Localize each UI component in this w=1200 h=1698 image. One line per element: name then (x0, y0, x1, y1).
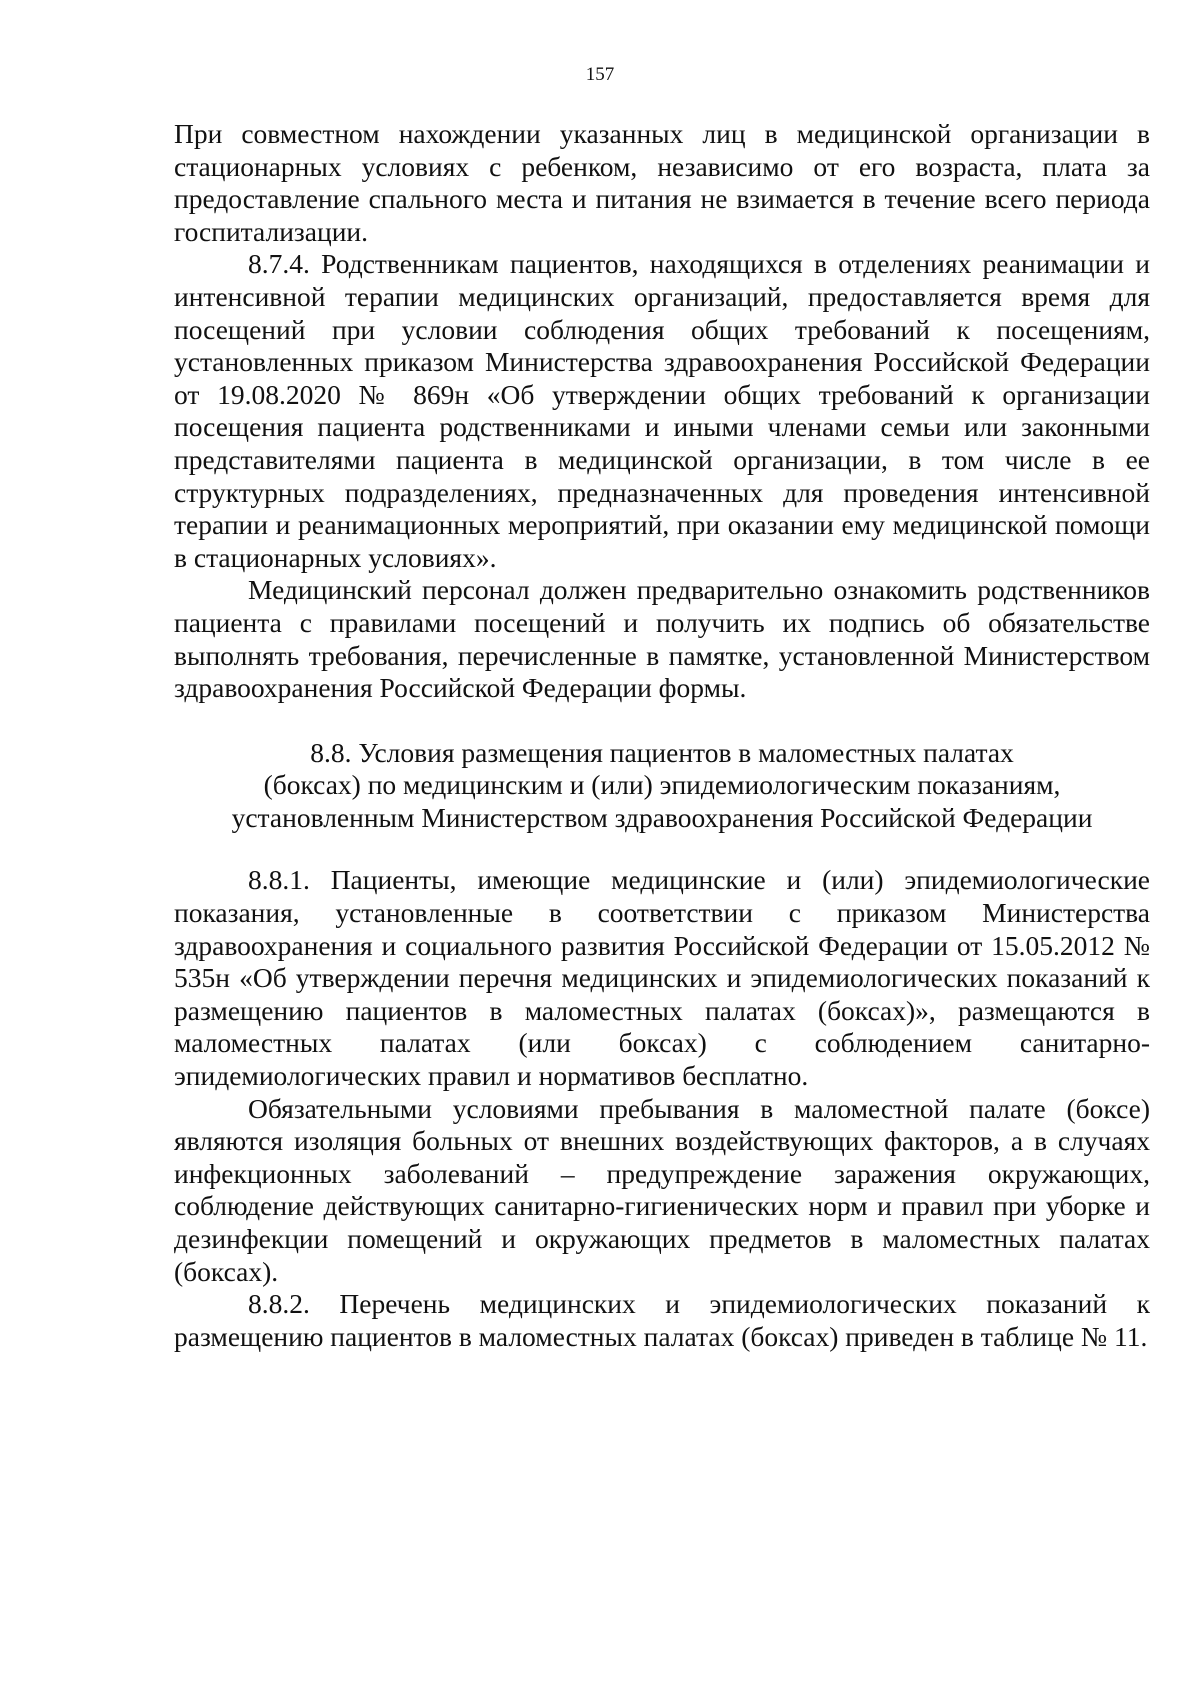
section-heading-line: установленным Министерством здравоохранения Российской Федерации (231, 801, 1093, 833)
paragraph-hospital-stay-fee: При совместном нахождении указанных лиц в медицинской организации в стационарных условиях с ребенком, независимо от его возраста, плата за предоставление спального места и питания не взимается в течение всего периода госпитализации. (174, 118, 1150, 247)
document-body (174, 118, 1150, 1353)
paragraph-mandatory-conditions: Обязательными условиями пребывания в маломестной палате (боксе) являются изоляция больных от внешних воздействующих факторов, а в случаях инфекционных заболеваний – предупреждение заражения окружающих, соблюдение действующих санитарно-гигиенических норм и правил при уборке и дезинфекции помещений и окружающих предметов в маломестных палатах (боксах). (174, 1092, 1150, 1287)
paragraph-8-8-2-indications-list: 8.8.2. Перечень медицинских и эпидемиологических показаний к размещению пациентов в маломестных палатах (боксах) приведен в таблице № 11. (174, 1288, 1150, 1352)
paragraph-8-8-1-small-wards: 8.8.1. Пациенты, имеющие медицинские и (или) эпидемиологические показания, установленные в соответствии с приказом Министерства здравоохранения и социального развития Российской Федерации от 15.05.2012 № 535н «Об утверждении перечня медицинских и эпидемиологических показаний к размещению пациентов в маломестных палатах (боксах)», размещаются в маломестных палатах (или боксах) с соблюдением санитарно-эпидемиологических правил и нормативов бесплатно. (174, 864, 1150, 1092)
paragraph-8-7-4-icu-visits: 8.7.4. Родственникам пациентов, находящихся в отделениях реанимации и интенсивной терапии медицинских организаций, предоставляется время для посещений при условии соблюдения общих требований к посещениям, установленных приказом Министерства здравоохранения Российской Федерации от 19.08.2020 № 869н «Об утверждении общих требований к организации посещения пациента родственниками и иными членами семьи или законными представителями пациента в медицинской организации, в том числе в ее структурных подразделениях, предназначенных для проведения интенсивной терапии и реанимационных мероприятий, при оказании ему медицинской помощи в стационарных условиях». (174, 248, 1150, 573)
page-number: 157 (585, 64, 615, 85)
section-heading-8-8 (174, 737, 1150, 835)
section-heading-line: 8.8. Условия размещения пациентов в маломестных палатах (310, 736, 1014, 768)
paragraph-medical-staff-instructions: Медицинский персонал должен предварительно ознакомить родственников пациента с правилами посещений и получить их подпись об обязательстве выполнять требования, перечисленные в памятке, установленной Министерством здравоохранения Российской Федерации формы. (174, 574, 1150, 704)
section-heading-line: (боксах) по медицинским и (или) эпидемиологическим показаниям, (263, 769, 1061, 801)
